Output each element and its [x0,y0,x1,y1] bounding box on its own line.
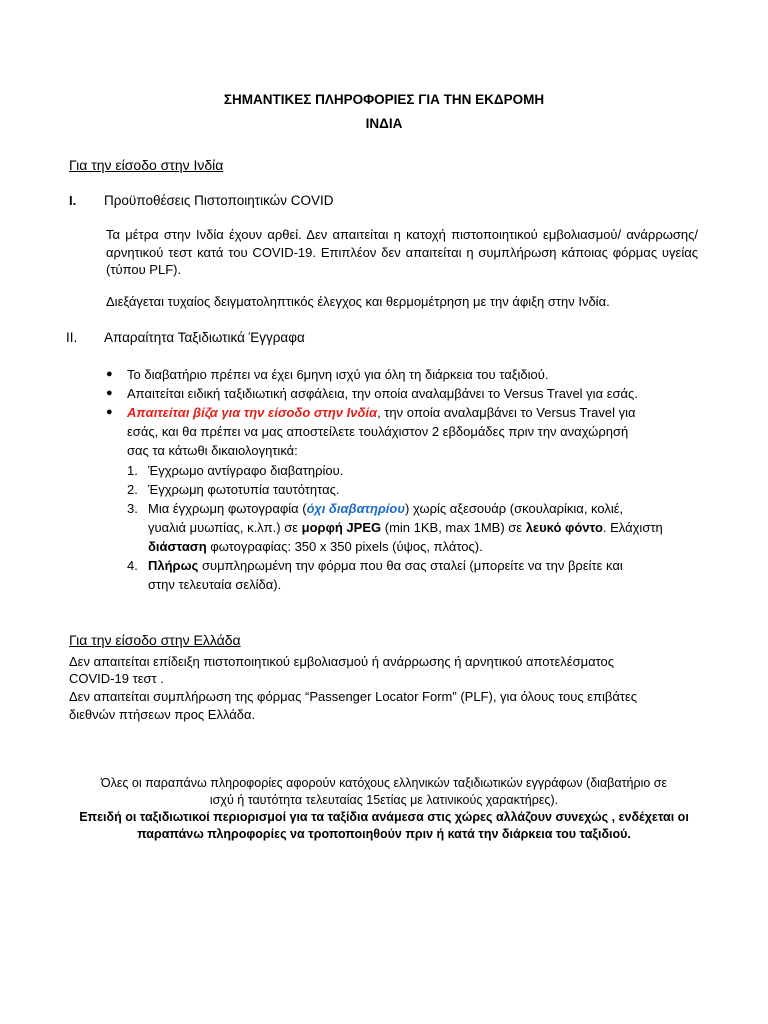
list-number: 4. [127,558,138,573]
footer-note-line-2: ισχύ ή ταυτότητα τελευταίας 15ετίας με λατινικούς χαρακτήρες). [209,793,559,807]
list-item-id-copy: Έγχρωμη φωτοτυπία ταυτότητας. [148,482,340,497]
bullet-passport: Το διαβατήριο πρέπει να έχει 6μηνη ισχύ για όλη τη διάρκεια του ταξιδιού. [127,367,549,382]
covid-numeral: I. [69,193,77,208]
footer-warning-line-1: Επειδή οι ταξιδιωτικοί περιορισμοί για τα ταξίδια ανάμεσα στις χώρες αλλάζουν συνεχώς , ενδέχεται οι [79,810,689,824]
bullet-insurance: Απαιτείται ειδική ταξιδιωτική ασφάλεια, την οποία αναλαμβάνει το Versus Travel για εσάς. [127,386,638,401]
bullet-icon: ● [106,406,113,418]
footer-note-line-1: Όλες οι παραπάνω πληροφορίες αφορούν κατόχους ελληνικών ταξιδιωτικών εγγράφων (διαβατήριο σε [100,776,668,790]
documents-numeral: II. [66,330,78,345]
greece-line-2: COVID-19 τεστ . [69,671,164,686]
footer-warning-line-2: παραπάνω πληροφορίες να τροποποιηθούν πριν ή κατά την διάρκεια του ταξιδιού. [137,827,631,841]
greece-entry-heading: Για την είσοδο στην Ελλάδα [69,632,241,648]
bullet-icon: ● [106,387,113,399]
bullet-visa-line-1: Απαιτείται βίζα για την είσοδο στην Ινδία, την οποία αναλαμβάνει το Versus Travel για [127,405,636,420]
list-number: 1. [127,463,138,478]
list-item-photo-line-1: Μια έγχρωμη φωτογραφία (όχι διαβατηρίου) χωρίς αξεσουάρ (σκουλαρίκια, κολιέ, [148,501,624,516]
india-entry-heading: Για την είσοδο στην Ινδία [69,157,224,173]
greece-line-4: διεθνών πτήσεων προς Ελλάδα. [69,707,256,722]
not-passport-text: όχι διαβατηρίου [306,501,406,516]
greece-line-3: Δεν απαιτείται συμπλήρωση της φόρμας “Passenger Locator Form” (PLF), για όλους τους επιβάτες [69,689,638,704]
visa-required-text: Απαιτείται βίζα για την είσοδο στην Ινδία [127,405,378,420]
list-number: 2. [127,482,138,497]
list-item-photo-line-2: γυαλιά μυωπίας, κ.λπ.) σε μορφή JPEG (min 1KB, max 1MB) σε λευκό φόντο. Ελάχιστη [148,520,663,535]
destination-title: ΙΝΔΙΑ [365,116,403,131]
list-item-form-line-1: Πλήρως συμπληρωμένη την φόρμα που θα σας σταλεί (μπορείτε να την βρείτε και [148,558,623,573]
bullet-visa-line-3: σας τα κάτωθι δικαιολογητικά: [127,443,298,458]
documents-heading: Απαραίτητα Ταξιδιωτικά Έγγραφα [104,330,305,345]
covid-paragraph-1: Τα μέτρα στην Ινδία έχουν αρθεί. Δεν απαιτείται η κατοχή πιστοποιητικού εμβολιασμού/ ανάρρωσης/ αρνητικού τεστ κατά του COVID-19. Επιπλέον δεν απαιτείται η συμπλήρωση κάποιας φόρμας υγείας (τύπου PLF). [106,227,698,277]
document-title: ΣΗΜΑΝΤΙΚΕΣ ΠΛΗΡΟΦΟΡΙΕΣ ΓΙΑ ΤΗΝ ΕΚΔΡΟΜΗ [223,92,545,107]
bullet-icon: ● [106,368,113,380]
bullet-visa-line-2: εσάς, και θα πρέπει να μας αποστείλετε τουλάχιστον 2 εβδομάδες πριν την αναχώρησή [127,424,629,439]
list-item-passport-copy: Έγχρωμο αντίγραφο διαβατηρίου. [148,463,344,478]
covid-heading: Προϋποθέσεις Πιστοποιητικών COVID [104,193,334,208]
list-item-form-line-2: στην τελευταία σελίδα). [148,577,282,592]
list-number: 3. [127,501,138,516]
list-item-photo-line-3: διάσταση φωτογραφίας: 350 x 350 pixels (ύψος, πλάτος). [148,539,483,554]
covid-paragraph-2: Διεξάγεται τυχαίος δειγματοληπτικός έλεγχος και θερμομέτρηση με την άφιξη στην Ινδία. [106,294,610,309]
greece-line-1: Δεν απαιτείται επίδειξη πιστοποιητικού εμβολιασμού ή ανάρρωσης ή αρνητικού αποτελέσματος [69,654,615,669]
